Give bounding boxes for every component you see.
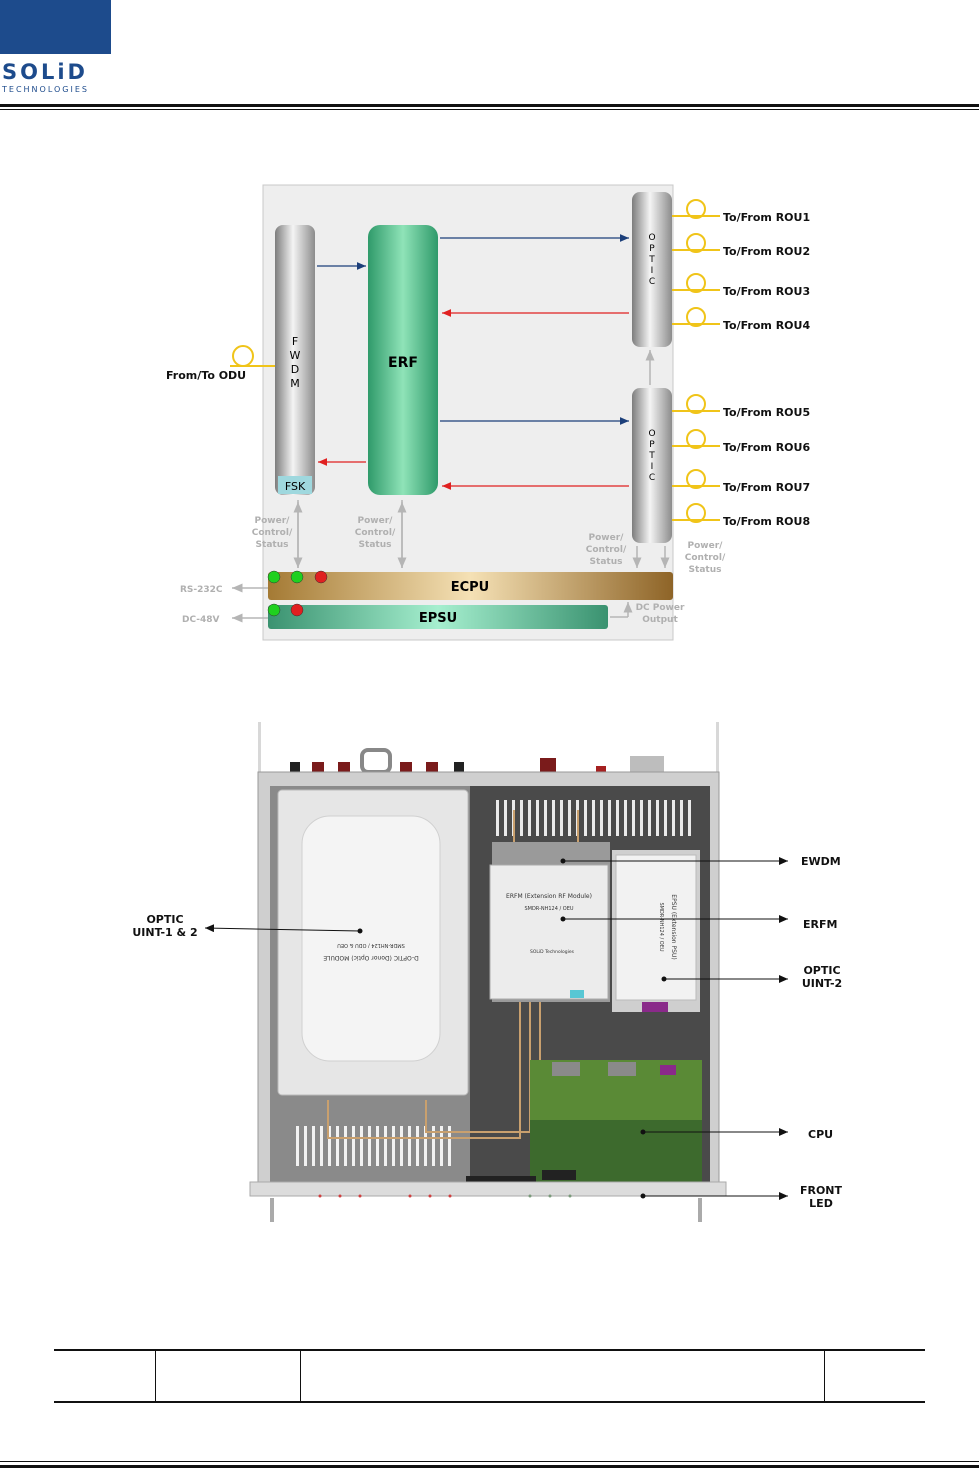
erfm-module-title: ERFM (Extension RF Module) xyxy=(506,893,592,900)
power-label-optic: Power/ Control/ Status xyxy=(585,533,627,567)
callout-front-led-line1: FRONT xyxy=(799,1184,843,1197)
dc48v-label: DC-48V xyxy=(182,615,220,625)
rou-label-1: To/From ROU1 xyxy=(723,211,811,224)
dc-power-output-label: DC Power Output xyxy=(635,603,685,625)
rs232c-label: RS-232C xyxy=(180,585,223,595)
ecpu-led-green-1 xyxy=(268,571,280,583)
callout-erfm: ERFM xyxy=(803,918,838,931)
erfm-module-brand: SOLiD Technologies xyxy=(530,950,574,955)
power-label-rou: Power/ Control/ Status xyxy=(684,541,726,575)
power-label-erf: Power/ Control/ Status xyxy=(354,516,396,550)
footer-table-bottom-rule xyxy=(54,1401,925,1403)
callout-optic-unit-12-line2: UINT-1 & 2 xyxy=(132,926,198,939)
fwdm-label: F W D M xyxy=(289,335,301,390)
callout-ewdm: EWDM xyxy=(801,855,841,868)
rou-label-4: To/From ROU4 xyxy=(723,319,811,332)
footer-table-cell-2 xyxy=(155,1351,301,1402)
ecpu-led-green-2 xyxy=(291,571,303,583)
rou-label-5: To/From ROU5 xyxy=(723,406,811,419)
company-logo-text: SOLiD xyxy=(2,60,88,84)
rou-label-7: To/From ROU7 xyxy=(723,481,811,494)
epsu-label: EPSU xyxy=(418,611,458,626)
erfm-module-model: SMDR-NH124 / OEU xyxy=(524,906,574,912)
diagram-panel xyxy=(263,185,673,640)
epsu-led-green xyxy=(268,604,280,616)
footer-table xyxy=(54,1351,925,1402)
header-rule-thin xyxy=(0,109,979,110)
company-logo-subtext: TECHNOLOGIES xyxy=(2,85,89,94)
callout-optic-unit-12 xyxy=(128,913,202,939)
epsu-module-model: SMDR-NH124 / OEU xyxy=(658,902,664,952)
epsu-module-title: EPSU (Extension PSU) xyxy=(670,894,677,960)
callout-optic-unit-2-line2: UINT-2 xyxy=(801,977,843,990)
ecpu-label: ECPU xyxy=(450,580,490,595)
power-label-fwdm: Power/ Control/ Status xyxy=(251,516,293,550)
rou-label-6: To/From ROU6 xyxy=(723,441,811,454)
footer-table-cell-1 xyxy=(54,1351,155,1402)
epsu-led-red xyxy=(291,604,303,616)
callout-optic-unit-2 xyxy=(796,964,848,990)
d-optic-module-model: SMDR-NH124 / ODU & OEU xyxy=(337,942,405,948)
optic-unit-2-label: O P T I C xyxy=(648,429,656,483)
fsk-label: FSK xyxy=(284,480,306,493)
erf-label: ERF xyxy=(388,355,418,371)
rou-label-2: To/From ROU2 xyxy=(723,245,811,258)
header-rule xyxy=(0,104,979,107)
block-diagram xyxy=(150,180,850,650)
rou-label-3: To/From ROU3 xyxy=(723,285,811,298)
footer-table-cell-3 xyxy=(301,1351,825,1402)
optic-unit-1-label: O P T I C xyxy=(648,233,656,287)
callout-front-led xyxy=(795,1184,847,1210)
callout-front-led-line2: LED xyxy=(809,1197,833,1210)
company-logo-block xyxy=(0,0,111,54)
odu-label: From/To ODU xyxy=(166,369,247,382)
footer-table-cell-4 xyxy=(825,1351,926,1402)
footer-rule-thin xyxy=(0,1461,979,1462)
rou-label-8: To/From ROU8 xyxy=(723,515,811,528)
ecpu-led-red xyxy=(315,571,327,583)
footer-rule xyxy=(0,1465,979,1468)
callout-optic-unit-12-line1: OPTIC xyxy=(146,913,184,926)
callout-cpu: CPU xyxy=(808,1128,834,1141)
d-optic-module-title: D-OPTIC (Donor Optic) MODULE xyxy=(323,954,419,961)
callout-optic-unit-2-line1: OPTIC xyxy=(803,964,841,977)
